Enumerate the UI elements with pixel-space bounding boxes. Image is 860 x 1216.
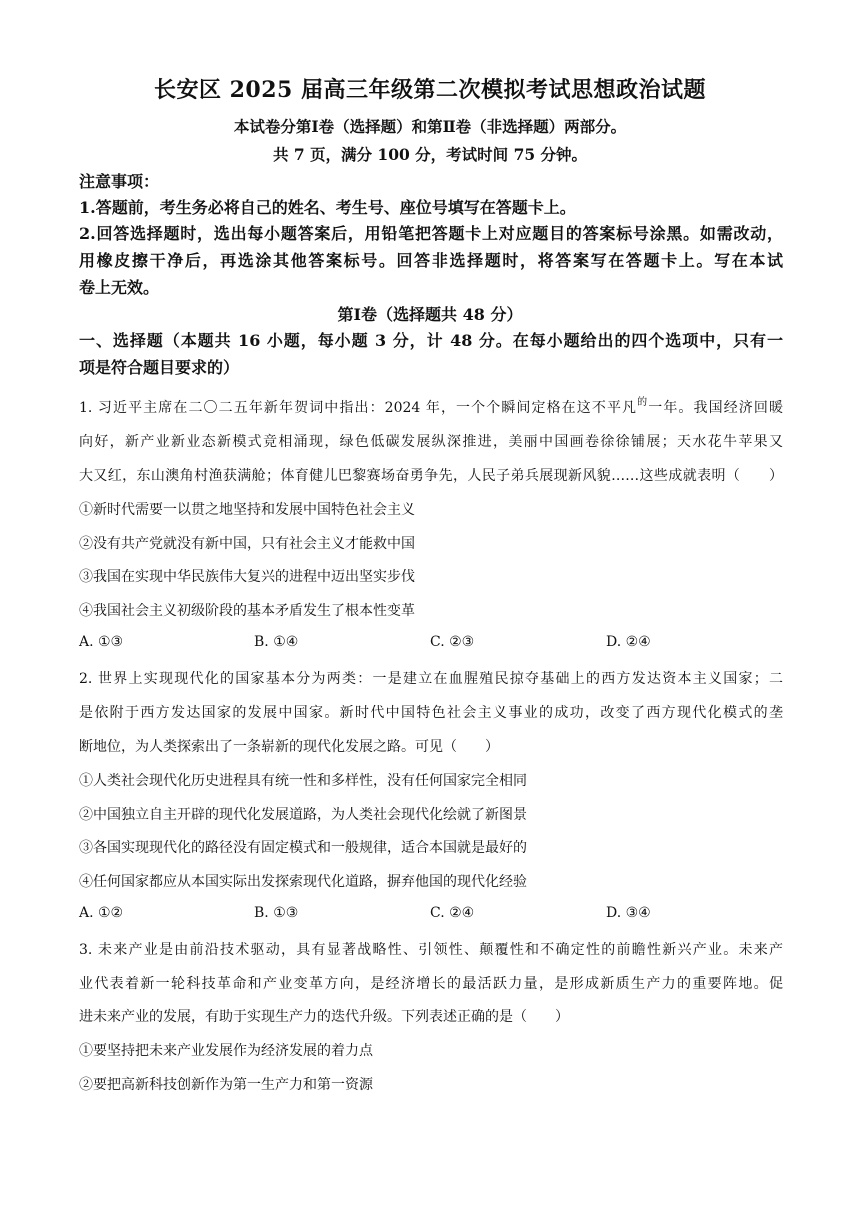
question-1-stem-line-3: 大又红，东山澳角村渔获满舱；体育健儿巴黎赛场奋勇争先，人民子弟兵展现新风貌……这些成就表明（ ） <box>79 468 783 484</box>
section-heading: 第Ⅰ卷（选择题共 48 分） <box>337 305 523 324</box>
question-1-statement-1: ①新时代需要一以贯之地坚持和发展中国特色社会主义 <box>79 502 415 518</box>
question-2-option-d: D. ③④ <box>606 905 651 921</box>
question-1-stem-line-1 <box>79 397 783 417</box>
question-3-stem-line-2: 业代表着新一轮科技革命和产业变革方向，是经济增长的最活跃力量，是形成新质生产力的重要阵地。促 <box>79 976 783 992</box>
exam-structure-note: 本试卷分第Ⅰ卷（选择题）和第Ⅱ卷（非选择题）两部分。 <box>233 117 627 136</box>
section-instruction-line-2: 项是符合题目要求的） <box>79 358 240 377</box>
question-1-option-c: C. ②③ <box>430 634 475 650</box>
question-1-stem-text-b: 一年。我国经济回暖 <box>648 400 783 416</box>
note-item-2-line-2: 用橡皮擦干净后，再选涂其他答案标号。回答非选择题时，将答案写在答题卡上。写在本试 <box>79 251 783 270</box>
question-1-stem-line-2: 向好，新产业新业态新模式竞相涌现，绿色低碳发展纵深推进，美丽中国画卷徐徐铺展；天水花牛苹果又 <box>79 434 783 450</box>
question-2-option-b: B. ①③ <box>254 905 299 921</box>
question-1-superscript-char: 的 <box>637 397 649 408</box>
question-3-statement-2: ②要把高新科技创新作为第一生产力和第一资源 <box>79 1077 373 1093</box>
section-instruction-line-1: 一、选择题（本题共 16 小题，每小题 3 分，计 48 分。在每小题给出的四个选项中，只有一 <box>79 331 783 350</box>
question-2-option-c: C. ②④ <box>430 905 475 921</box>
question-2-statement-4: ④任何国家都应从本国实际出发探索现代化道路，摒弃他国的现代化经验 <box>79 874 527 890</box>
question-3-statement-1: ①要坚持把未来产业发展作为经济发展的着力点 <box>79 1043 373 1059</box>
notes-heading: 注意事项： <box>79 172 160 191</box>
question-2-statement-2: ②中国独立自主开辟的现代化发展道路，为人类社会现代化绘就了新图景 <box>79 807 527 823</box>
question-3-stem-line-3: 进未来产业的发展，有助于实现生产力的迭代升级。下列表述正确的是（ ） <box>79 1009 569 1025</box>
question-2-stem-line-1: 2. 世界上实现现代化的国家基本分为两类：一是建立在血腥殖民掠夺基础上的西方发达资本主义国家；二 <box>79 671 783 687</box>
question-1-option-a: A. ①③ <box>79 634 124 650</box>
exam-duration-note: 共 7 页，满分 100 分，考试时间 75 分钟。 <box>272 145 588 164</box>
question-2-statement-3: ③各国实现现代化的路径没有固定模式和一般规律，适合本国就是最好的 <box>79 840 527 856</box>
question-1-option-b: B. ①④ <box>254 634 299 650</box>
note-item-2-line-1: 2.回答选择题时，选出每小题答案后，用铅笔把答题卡上对应题目的答案标号涂黑。如需改动， <box>79 224 783 243</box>
note-item-2-line-3: 卷上无效。 <box>79 278 160 297</box>
question-1-statement-4: ④我国社会主义初级阶段的基本矛盾发生了根本性变革 <box>79 603 415 619</box>
question-1-statement-3: ③我国在实现中华民族伟大复兴的进程中迈出坚实步伐 <box>79 569 415 585</box>
question-3-stem-line-1: 3. 未来产业是由前沿技术驱动，具有显著战略性、引领性、颠覆性和不确定性的前瞻性新兴产业。未来产 <box>79 942 783 958</box>
question-1-option-d: D. ②④ <box>606 634 651 650</box>
page-title: 长安区 2025 届高三年级第二次模拟考试思想政治试题 <box>153 77 707 103</box>
note-item-1: 1.答题前，考生务必将自己的姓名、考生号、座位号填写在答题卡上。 <box>79 198 576 217</box>
question-1-statement-2: ②没有共产党就没有新中国，只有社会主义才能救中国 <box>79 536 415 552</box>
question-1-stem-text-a: 1. 习近平主席在二〇二五年新年贺词中指出：2024 年，一个个瞬间定格在这不平凡 <box>79 400 638 416</box>
question-2-stem-line-2: 是依附于西方发达国家的发展中国家。新时代中国特色社会主义事业的成功，改变了西方现代化模式的垄 <box>79 705 783 721</box>
question-2-stem-line-3: 断地位，为人类探索出了一条崭新的现代化发展之路。可见（ ） <box>79 739 499 755</box>
question-2-statement-1: ①人类社会现代化历史进程具有统一性和多样性，没有任何国家完全相同 <box>79 773 527 789</box>
question-2-option-a: A. ①② <box>79 905 124 921</box>
